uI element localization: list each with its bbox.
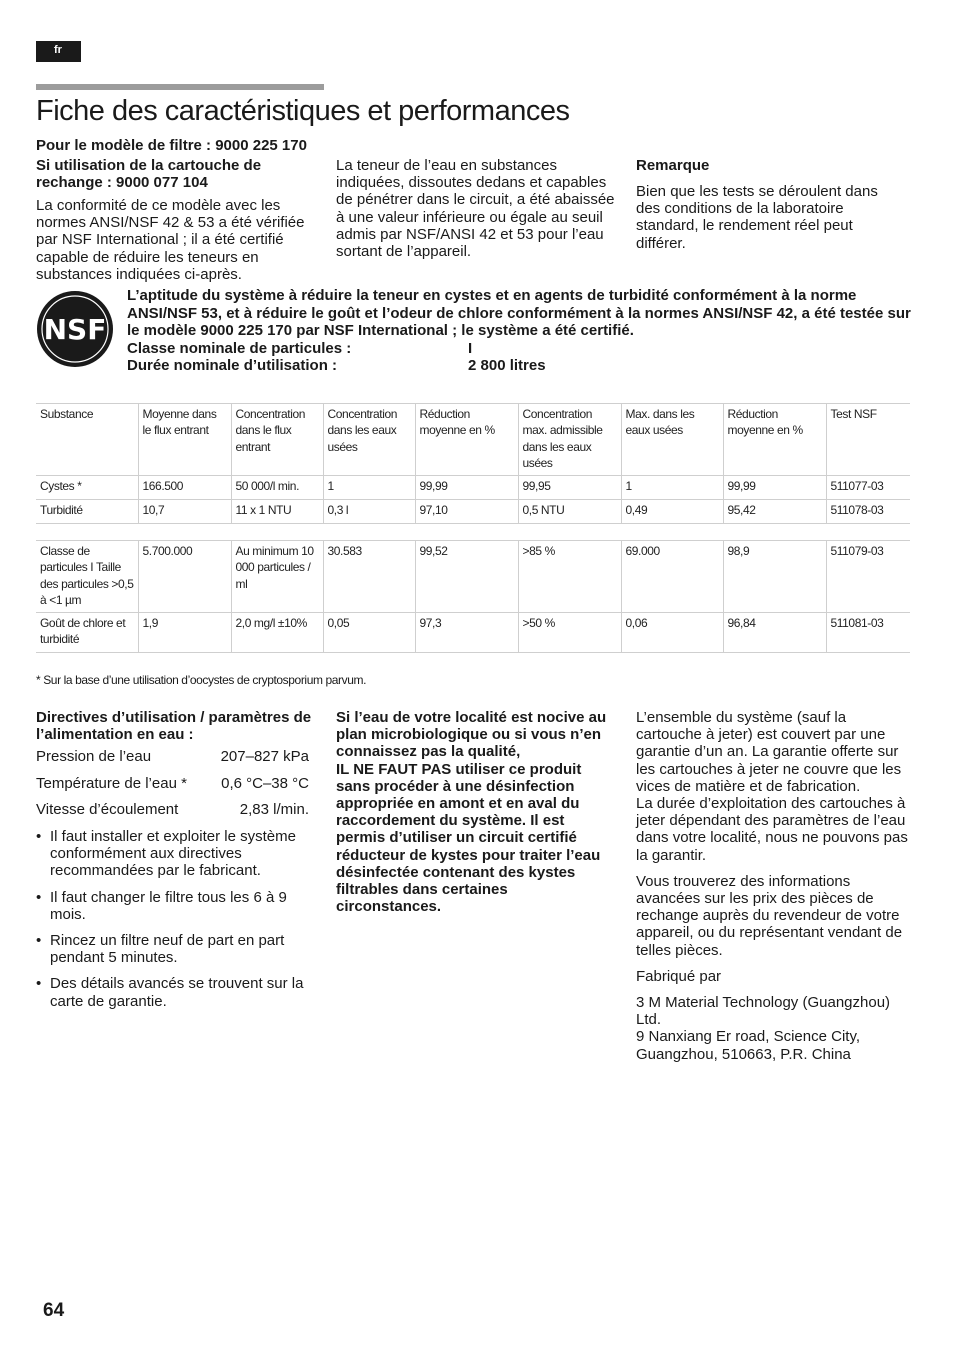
table-cell: 96,84: [723, 613, 826, 653]
table-header-cell: Réduction moyenne en %: [415, 404, 518, 476]
param-row-temperature: [36, 775, 309, 792]
table-cell: 166.500: [138, 476, 231, 500]
table-header-cell: Moyenne dans le flux entrant: [138, 404, 231, 476]
param-label: Vitesse d’écoulement: [36, 801, 179, 818]
table-cell: Turbidité: [36, 500, 138, 524]
particle-class-value: I: [468, 339, 473, 357]
table-cell: 10,7: [138, 500, 231, 524]
nsf-statement: L’aptitude du système à réduire la teneur en cystes et en agents de turbidité conformément à la norme ANSI/NSF 53, et à réduire le goût et l’odeur de chlore conformément à la normes ANSI/NSF 42, a été testée sur le modèle 9000 225 170 par NSF International ; le système a été certifié.: [127, 287, 911, 339]
particle-class-row: [127, 340, 917, 358]
list-item: • Il faut installer et exploiter le système conformément aux directives recommandées par le fabricant.: [36, 828, 306, 880]
nsf-certification-block: [127, 287, 917, 375]
param-label: Pression de l’eau: [36, 748, 152, 765]
table-cell: 11 x 1 NTU: [231, 500, 323, 524]
table-cell: Au minimum 10 000 particules / ml: [231, 541, 323, 613]
table-row: [36, 541, 910, 613]
warranty-text: L’ensemble du système (sauf la cartouche à jeter) est couvert par une garantie d’un an. La garantie offerte sur les cartouches à jeter ne couvre que les vices de matière et de fabrication.: [636, 709, 902, 795]
param-row-pressure: [36, 748, 309, 765]
warning-body: IL NE FAUT PAS utiliser ce produit sans procéder à une désinfection appropriée en amont et en aval du raccordement du système. Il est permis d’utiliser un circuit certifié réducteur de kystes pour traiter l’eau désinfectée contenant des kystes filtrables dans certaines circonstances.: [336, 760, 601, 916]
table-cell: 30.583: [323, 541, 415, 613]
cartridge-lifetime-text: La durée d’exploitation des cartouches à jeter dépendant des paramètres de l’eau dans votre localité, nous ne pouvons pas la garantir.: [636, 795, 908, 864]
performance-table-continued: [36, 540, 910, 653]
remark-text: Bien que les tests se déroulent dans des conditions de la laboratoire standard, le rendement réel peut différer.: [636, 183, 878, 252]
warranty-block: [636, 709, 912, 1072]
cartridge-heading: Si utilisation de la cartouche de rechange : 9000 077 104: [36, 157, 262, 192]
table-cell: 50 000/l min.: [231, 476, 323, 500]
table-cell: 511081-03: [826, 613, 910, 653]
table-cell: 511077-03: [826, 476, 910, 500]
list-item: • Il faut changer le filtre tous les 6 à 9 mois.: [36, 889, 306, 923]
table-cell: 1: [621, 476, 723, 500]
table-row: [36, 500, 910, 524]
table-cell: 511079-03: [826, 541, 910, 613]
remark-heading: Remarque: [636, 157, 710, 174]
table-header-cell: Concentration dans les eaux usées: [323, 404, 415, 476]
table-row: [36, 613, 910, 653]
nsf-logo-text: NSF: [43, 313, 107, 346]
header-rule: [36, 84, 324, 90]
table-footnote: * Sur la base d’une utilisation d’oocystes de cryptosporium parvum.: [36, 673, 367, 687]
table-cell: 2,0 mg/l ±10%: [231, 613, 323, 653]
table-cell: Classe de particules I Taille des particules >0,5 à <1 µm: [36, 541, 138, 613]
param-value: 2,83 l/min.: [239, 801, 309, 818]
particle-class-label: Classe nominale de particules :: [127, 339, 352, 357]
table-cell: 0,49: [621, 500, 723, 524]
table-cell: 95,42: [723, 500, 826, 524]
manufacturer-label: Fabriqué par: [636, 967, 722, 985]
manufacturer-address-line: Guangzhou, 510663, P.R. China: [636, 1045, 851, 1063]
warning-intro: Si l’eau de votre localité est nocive au plan microbiologique ou si vous n’en connaissez pas la qualité,: [336, 709, 607, 761]
page-number: 64: [43, 1300, 65, 1321]
table-cell: 97,3: [415, 613, 518, 653]
table-cell: 99,99: [415, 476, 518, 500]
conformity-text: La conformité de ce modèle avec les normes ANSI/NSF 42 & 53 a été vérifiée par NSF International ; il a été certifié capable de réduire les teneurs en substances indiquées ci-après.: [36, 197, 305, 283]
language-tab: [36, 41, 81, 62]
table-cell: 0,06: [621, 613, 723, 653]
nsf-logo-icon: [36, 290, 114, 368]
table-header-cell: Substance: [36, 404, 138, 476]
table-cell: 1: [323, 476, 415, 500]
table-header-cell: Concentration dans le flux entrant: [231, 404, 323, 476]
manufacturer-name: 3 M Material Technology (Guangzhou) Ltd.: [636, 994, 891, 1029]
table-cell: 5.700.000: [138, 541, 231, 613]
table-cell: 0,3 l: [323, 500, 415, 524]
param-value: 0,6 °C–38 °C: [221, 775, 309, 792]
table-cell: 0,05: [323, 613, 415, 653]
table-cell: 97,10: [415, 500, 518, 524]
manufacturer-address-line: 9 Nanxiang Er road, Science City,: [636, 1028, 860, 1046]
page-title: Fiche des caractéristiques et performances: [36, 95, 570, 127]
table-cell: 69.000: [621, 541, 723, 613]
table-cell: >85 %: [518, 541, 621, 613]
directives-heading: Directives d’utilisation / paramètres de l’alimentation en eau :: [36, 709, 312, 744]
table-cell: 99,95: [518, 476, 621, 500]
table-cell: 99,52: [415, 541, 518, 613]
table-header-cell: Max. dans les eaux usées: [621, 404, 723, 476]
rated-duration-value: 2 800 litres: [468, 357, 546, 374]
table-cell: 98,9: [723, 541, 826, 613]
table-cell: Goût de chlore et turbidité: [36, 613, 138, 653]
table-cell: 0,5 NTU: [518, 500, 621, 524]
microbiological-warning: [336, 709, 608, 915]
table-header-cell: Test NSF: [826, 404, 910, 476]
list-item: • Rincez un filtre neuf de part en part pendant 5 minutes.: [36, 932, 306, 966]
usage-bullet-list: [36, 828, 306, 1019]
substance-text: La teneur de l’eau en substances indiquées, dissoutes dedans et capables de pénétrer dans le circuit, a été abaissée à une valeur inférieure ou égale au seuil admis par NSF/ANSI 42 et 53 pour l’eau sortant de l’appareil.: [336, 157, 615, 261]
param-value: 207–827 kPa: [220, 748, 309, 765]
table-cell: >50 %: [518, 613, 621, 653]
table-header-row: [36, 404, 910, 476]
param-label: Température de l’eau *: [36, 775, 187, 792]
table-header-cell: Réduction moyenne en %: [723, 404, 826, 476]
list-item: • Des détails avancés se trouvent sur la carte de garantie.: [36, 975, 306, 1009]
table-cell: Cystes *: [36, 476, 138, 500]
table-cell: 99,99: [723, 476, 826, 500]
filter-model-line: Pour le modèle de filtre : 9000 225 170: [36, 137, 307, 154]
table-header-cell: Concentration max. admissible dans les eaux usées: [518, 404, 621, 476]
language-code: fr: [54, 44, 62, 56]
performance-table: [36, 403, 910, 524]
table-cell: 1,9: [138, 613, 231, 653]
table-row: [36, 476, 910, 500]
spare-parts-text: Vous trouverez des informations avancées sur les prix des pièces de rechange auprès du revendeur de votre appareil, ou du représentant vendant de telles pièces.: [636, 872, 903, 959]
table-cell: 511078-03: [826, 500, 910, 524]
rated-duration-row: [127, 357, 917, 375]
rated-duration-label: Durée nominale d’utilisation :: [127, 357, 338, 374]
param-row-flow: [36, 801, 309, 818]
